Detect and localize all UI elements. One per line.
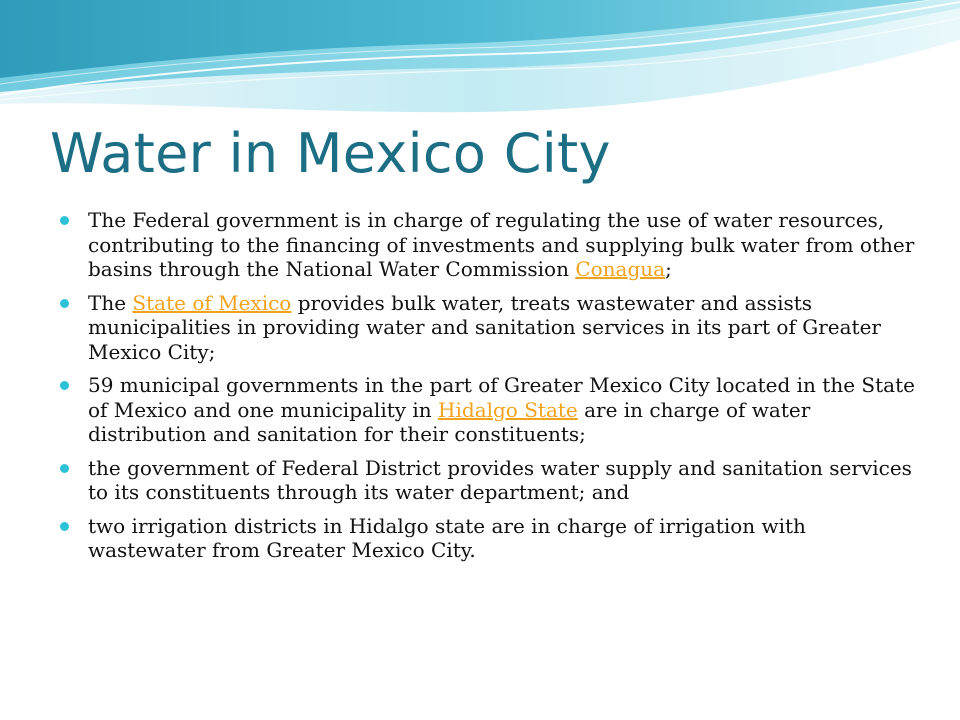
bullet-dot-icon xyxy=(60,299,69,308)
bullet-dot-icon xyxy=(60,216,69,225)
bullet-text: two irrigation districts in Hidalgo state are in charge of irrigation with wastewater from Greater Mexico City. xyxy=(88,513,806,562)
bullet-text: 59 municipal governments in the part of Greater Mexico City located in the State of Mexico and one municipality in xyxy=(88,373,915,422)
bullet-text: The xyxy=(88,290,133,315)
bullet-item-municipal-governments xyxy=(60,373,920,447)
wave-banner-decoration xyxy=(0,0,960,130)
link-hidalgo-state[interactable]: Hidalgo State xyxy=(438,397,578,422)
bullet-dot-icon xyxy=(60,381,69,390)
bullet-text: provides bulk water, treats wastewater and assists municipalities in providing water and sanitation services in its part of Greater Mexico City; xyxy=(88,290,881,364)
link-state-of-mexico[interactable]: State of Mexico xyxy=(132,290,292,315)
bullet-list xyxy=(60,208,920,572)
link-conagua[interactable]: Conagua xyxy=(575,257,666,281)
bullet-text: the government of Federal District provides water supply and sanitation services to its constituents through its water department; and xyxy=(88,455,912,504)
slide-title: Water in Mexico City xyxy=(50,122,611,185)
bullet-item-federal-district xyxy=(60,456,920,505)
bullet-item-federal-government xyxy=(60,208,920,282)
bullet-item-irrigation-districts xyxy=(60,514,920,563)
bullet-dot-icon xyxy=(60,522,69,531)
bullet-text: are in charge of water distribution and sanitation for their constituents; xyxy=(88,397,811,446)
bullet-text: The Federal government is in charge of regulating the use of water resources, contributing to the financing of investments and supplying bulk water from other basins through the National Water Commission xyxy=(88,208,915,281)
bullet-item-state-of-mexico xyxy=(60,291,920,365)
bullet-text: ; xyxy=(665,257,672,281)
bullet-dot-icon xyxy=(60,464,69,473)
